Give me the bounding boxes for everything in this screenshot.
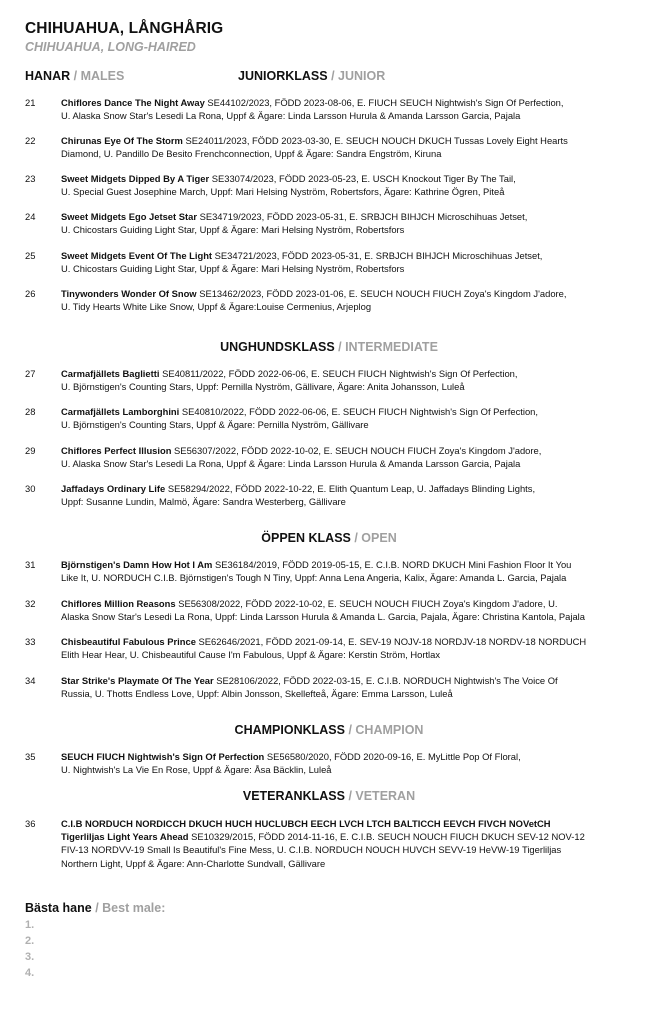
class-label: CHAMPIONKLASS xyxy=(234,723,345,737)
dog-details: SE13462/2023, FÖDD 2023-01-06, E. SEUCH NOUCH FIUCH Zoya's Kingdom J'adore, xyxy=(196,288,567,299)
dog-name: Jaffadays Ordinary Life xyxy=(61,483,166,494)
dog-details: SE44102/2023, FÖDD 2023-08-06, E. FIUCH SEUCH Nightwish's Sign Of Perfection, xyxy=(204,97,564,108)
dog-details-line2: U. Nightwish's La Vie En Rose, Uppf & Ägare: Åsa Bäcklin, Luleå xyxy=(61,764,332,776)
class-label-en: / VETERAN xyxy=(348,789,416,803)
dog-details-line2: FIV-13 NORDVV-19 Small Is Beautiful's Fine Mess, U. C.I.B. NORDUCH NOUCH HUVCH SEVV-19 HeVW-19 Tigerliljas xyxy=(61,844,562,856)
entry-number: 31 xyxy=(25,559,36,570)
dog-details-line2: U. Tidy Hearts White Like Snow, Uppf & Ägare:Louise Cermenius, Arjeplog xyxy=(61,301,372,313)
class-label-en: / JUNIOR xyxy=(331,69,386,83)
entry-number: 36 xyxy=(25,818,36,829)
dog-details: SE24011/2023, FÖDD 2023-03-30, E. SEUCH NOUCH DKUCH Tussas Lovely Eight Hearts xyxy=(182,135,568,146)
placement-4: 4. xyxy=(25,967,35,979)
dog-details: SE56307/2022, FÖDD 2022-10-02, E. SEUCH NOUCH FIUCH Zoya's Kingdom J'adore, xyxy=(171,445,542,456)
dog-name: Chiflores Dance The Night Away xyxy=(61,97,205,108)
entry-number: 29 xyxy=(25,445,36,456)
class-label-en: / OPEN xyxy=(354,531,397,545)
class-label: ÖPPEN KLASS xyxy=(261,531,351,545)
dog-details-line2: Like It, U. NORDUCH C.I.B. Björnstigen's Tough N Tiny, Uppf: Anna Lena Angeria, Kalix, Ägare: Amanda L. Garcia, Pajala xyxy=(61,572,567,584)
entry-number: 28 xyxy=(25,406,36,417)
dog-name: SEUCH FIUCH Nightwish's Sign Of Perfection xyxy=(61,751,265,762)
dog-details-line2: Russia, U. Thotts Endless Love, Uppf: Albin Jonsson, Skellefteå, Ägare: Emma Larsson, Luleå xyxy=(61,688,453,700)
best-male-heading xyxy=(25,901,165,915)
dog-details-line2: U. Chicostars Guiding Light Star, Uppf & Ägare: Mari Helsing Nyström, Robertsfors xyxy=(61,263,405,275)
entry-number: 27 xyxy=(25,368,36,379)
dog-details: SE34721/2023, FÖDD 2023-05-31, E. SRBJCH BIHJCH Microschihuas Jetset, xyxy=(212,250,543,261)
placement-2: 2. xyxy=(25,935,35,947)
dog-details: SE40811/2022, FÖDD 2022-06-06, E. SEUCH FIUCH Nightwish's Sign Of Perfection, xyxy=(159,368,518,379)
sex-heading xyxy=(25,69,124,83)
dog-details-line2: Diamond, U. Pandillo De Besito Frenchconnection, Uppf & Ägare: Sandra Engström, Kiruna xyxy=(61,148,442,160)
class-heading-veteran xyxy=(0,789,658,803)
dog-titles: C.I.B NORDUCH NORDICCH DKUCH HUCH HUCLUBCH EECH LVCH LTCH BALTICCH EEVCH FIVCH NOVetCH xyxy=(61,818,551,829)
dog-details: SE62646/2021, FÖDD 2021-09-14, E. SEV-19 NOJV-18 NORDJV-18 NORDV-18 NORDUCH xyxy=(195,636,587,647)
dog-details: SE10329/2015, FÖDD 2014-11-16, E. C.I.B. SEUCH NOUCH FIUCH DKUCH SEV-12 NOV-12 xyxy=(188,831,585,843)
sex-label-en: / MALES xyxy=(73,69,125,83)
dog-name: Tinywonders Wonder Of Snow xyxy=(61,288,197,299)
dog-name: Carmafjällets Baglietti xyxy=(61,368,160,379)
class-label: VETERANKLASS xyxy=(242,789,345,803)
dog-details: SE56580/2020, FÖDD 2020-09-16, E. MyLittle Pop Of Floral, xyxy=(264,751,521,762)
dog-details: SE36184/2019, FÖDD 2019-05-15, E. C.I.B. NORD DKUCH Mini Fashion Floor It You xyxy=(212,559,572,570)
dog-details-line2: U. Alaska Snow Star's Lesedi La Rona, Uppf & Ägare: Linda Larsson Hurula & Amanda Larsson Garcia, Pajala xyxy=(61,110,521,122)
entry-number: 30 xyxy=(25,483,36,494)
entry-number: 33 xyxy=(25,636,36,647)
dog-name: Tigerliljas Light Years Ahead xyxy=(61,831,189,843)
entry-number: 21 xyxy=(25,97,36,108)
placement-1: 1. xyxy=(25,919,35,931)
dog-name: Björnstigen's Damn How Hot I Am xyxy=(61,559,213,570)
entry-number: 25 xyxy=(25,250,36,261)
entry-number: 22 xyxy=(25,135,36,146)
entry-number: 32 xyxy=(25,598,36,609)
dog-details-line2: Elith Hear Hear, U. Chisbeautiful Cause I'm Fabulous, Uppf & Ägare: Kerstin Ström, Hortlax xyxy=(61,649,441,661)
dog-details-line2: U. Björnstigen's Counting Stars, Uppf: Pernilla Nyström, Gällivare, Ägare: Anita Johansson, Luleå xyxy=(61,381,465,393)
dog-name: Sweet Midgets Ego Jetset Star xyxy=(61,211,197,222)
dog-name: Carmafjällets Lamborghini xyxy=(61,406,180,417)
class-heading-junior xyxy=(238,69,385,83)
dog-name: Chirunas Eye Of The Storm xyxy=(61,135,183,146)
best-male-label: Bästa hane xyxy=(25,901,92,915)
dog-details-line2: Alaska Snow Star's Lesedi La Rona, Uppf: Linda Larsson Hurula & Amanda L. Garcia, Pajala, Ägare: Christina Kantola, Pajala xyxy=(61,611,585,623)
dog-details: SE58294/2022, FÖDD 2022-10-22, E. Elith Quantum Leap, U. Jaffadays Blinding Lights, xyxy=(165,483,536,494)
dog-details-line2: U. Chicostars Guiding Light Star, Uppf & Ägare: Mari Helsing Nyström, Robertsfors xyxy=(61,224,405,236)
breed-title: CHIHUAHUA, LÅNGHÅRIG xyxy=(25,20,224,37)
dog-details-line2: Uppf: Susanne Lundin, Malmö, Ägare: Sandra Westerberg, Gällivare xyxy=(61,496,346,508)
entry-number: 35 xyxy=(25,751,36,762)
placement-3: 3. xyxy=(25,951,35,963)
class-heading-champion xyxy=(0,723,658,737)
dog-details: SE28106/2022, FÖDD 2022-03-15, E. C.I.B. NORDUCH Nightwish's The Voice Of xyxy=(213,675,558,686)
dog-details-line2: U. Alaska Snow Star's Lesedi La Rona, Uppf & Ägare: Linda Larsson Hurula & Amanda Larsson Garcia, Pajala xyxy=(61,458,521,470)
dog-details: SE56308/2022, FÖDD 2022-10-02, E. SEUCH NOUCH FIUCH Zoya's Kingdom J'adore, U. xyxy=(175,598,558,609)
class-heading-intermediate xyxy=(0,340,658,354)
entry-number: 26 xyxy=(25,288,36,299)
entry-number: 23 xyxy=(25,173,36,184)
dog-name: Chiflores Perfect Illusion xyxy=(61,445,172,456)
sex-label: HANAR xyxy=(25,69,71,83)
dog-details: SE33074/2023, FÖDD 2023-05-23, E. USCH Knockout Tiger By The Tail, xyxy=(209,173,516,184)
class-heading-open xyxy=(0,531,658,545)
dog-name: Sweet Midgets Event Of The Light xyxy=(61,250,213,261)
dog-details: SE34719/2023, FÖDD 2023-05-31, E. SRBJCH BIHJCH Microschihuas Jetset, xyxy=(196,211,528,222)
dog-details: SE40810/2022, FÖDD 2022-06-06, E. SEUCH FIUCH Nightwish's Sign Of Perfection, xyxy=(179,406,538,417)
dog-name: Star Strike's Playmate Of The Year xyxy=(61,675,214,686)
dog-name: Chisbeautiful Fabulous Prince xyxy=(61,636,196,647)
dog-name: Sweet Midgets Dipped By A Tiger xyxy=(61,173,210,184)
entry-number: 34 xyxy=(25,675,36,686)
best-male-label-en: / Best male: xyxy=(95,901,166,915)
class-label: JUNIORKLASS xyxy=(238,69,328,83)
dog-details-line3: Northern Light, Uppf & Ägare: Ann-Charlotte Sundvall, Gällivare xyxy=(61,857,326,869)
dog-details-line2: U. Special Guest Josephine March, Uppf: Mari Helsing Nyström, Robertsfors, Ägare: Kathrine Ögren, Piteå xyxy=(61,186,505,198)
entry-number: 24 xyxy=(25,211,36,222)
dog-name: Chiflores Million Reasons xyxy=(61,598,176,609)
breed-subtitle: CHIHUAHUA, LONG-HAIRED xyxy=(25,40,196,54)
class-label-en: / INTERMEDIATE xyxy=(338,340,438,354)
class-label-en: / CHAMPION xyxy=(348,723,424,737)
dog-details-line2: U. Björnstigen's Counting Stars, Uppf & Ägare: Pernilla Nyström, Gällivare xyxy=(61,419,369,431)
class-label: UNGHUNDSKLASS xyxy=(220,340,335,354)
